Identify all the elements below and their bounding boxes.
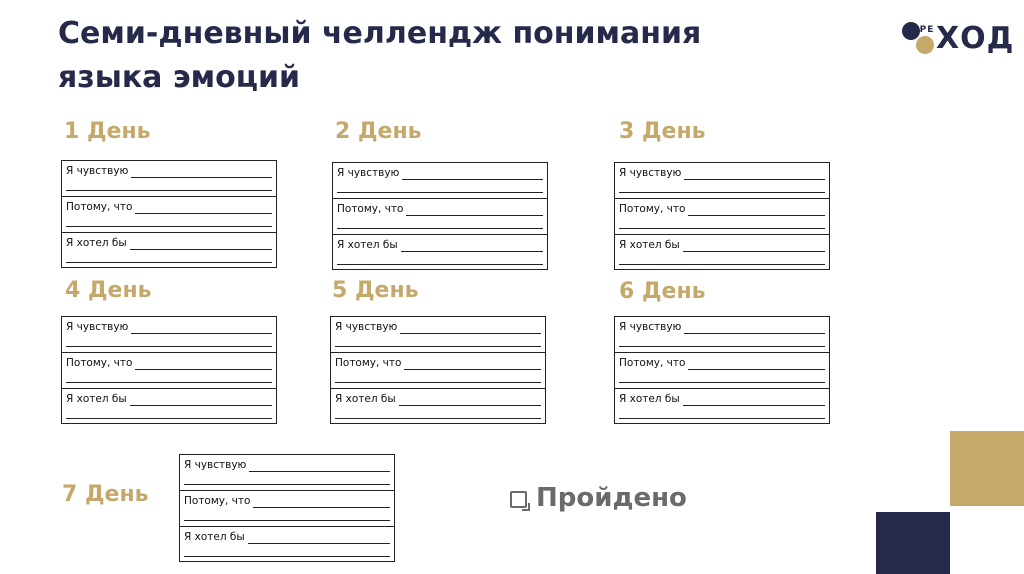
navy-decor-block (876, 512, 950, 574)
feel-label: Я чувствую (335, 321, 398, 333)
want-label: Я хотел бы (337, 239, 398, 251)
want-label: Я хотел бы (184, 531, 245, 543)
done-checkbox[interactable] (510, 483, 687, 513)
feel-row[interactable] (331, 317, 545, 353)
because-row[interactable] (180, 491, 394, 527)
want-label: Я хотел бы (335, 393, 396, 405)
day-6-table (614, 316, 830, 424)
want-row[interactable] (331, 389, 545, 425)
day-1-label: 1 День (64, 119, 151, 144)
day-5-table (330, 316, 546, 424)
want-label: Я хотел бы (619, 239, 680, 251)
because-label: Потому, что (335, 357, 402, 369)
checkbox-icon (510, 491, 527, 508)
because-row[interactable] (615, 199, 829, 235)
want-label: Я хотел бы (66, 237, 127, 249)
feel-row[interactable] (615, 163, 829, 199)
because-label: Потому, что (184, 495, 251, 507)
feel-row[interactable] (62, 317, 276, 353)
want-label: Я хотел бы (619, 393, 680, 405)
because-label: Потому, что (66, 357, 133, 369)
feel-row[interactable] (615, 317, 829, 353)
want-row[interactable] (180, 527, 394, 563)
day-6-label: 6 День (619, 279, 706, 304)
day-7-table (179, 454, 395, 562)
because-row[interactable] (62, 353, 276, 389)
day-5-label: 5 День (332, 278, 419, 303)
want-row[interactable] (333, 235, 547, 271)
feel-label: Я чувствую (66, 321, 129, 333)
because-row[interactable] (333, 199, 547, 235)
want-label: Я хотел бы (66, 393, 127, 405)
day-7-label: 7 День (62, 482, 149, 507)
day-2-label: 2 День (335, 119, 422, 144)
logo-small-text: ПЕРЕ (904, 25, 935, 35)
because-row[interactable] (62, 197, 276, 233)
because-label: Потому, что (619, 203, 686, 215)
want-row[interactable] (62, 389, 276, 425)
page-title: Семи-дневный челлендж понимания языка эмоций (58, 16, 702, 95)
feel-label: Я чувствую (337, 167, 400, 179)
day-2-table (332, 162, 548, 270)
gold-decor-block (950, 431, 1024, 506)
day-1-table (61, 160, 277, 268)
done-label: Пройдено (536, 483, 687, 513)
day-4-table (61, 316, 277, 424)
perekhod-logo (902, 21, 1015, 58)
logo-gold-dot (916, 36, 934, 54)
feel-label: Я чувствую (619, 321, 682, 333)
logo-big-text: ХОД (936, 21, 1015, 56)
because-row[interactable] (331, 353, 545, 389)
want-row[interactable] (615, 235, 829, 271)
because-label: Потому, что (337, 203, 404, 215)
feel-label: Я чувствую (184, 459, 247, 471)
because-label: Потому, что (66, 201, 133, 213)
feel-label: Я чувствую (66, 165, 129, 177)
because-row[interactable] (615, 353, 829, 389)
want-row[interactable] (615, 389, 829, 425)
day-3-table (614, 162, 830, 270)
feel-row[interactable] (333, 163, 547, 199)
feel-label: Я чувствую (619, 167, 682, 179)
day-4-label: 4 День (65, 278, 152, 303)
because-label: Потому, что (619, 357, 686, 369)
want-row[interactable] (62, 233, 276, 269)
feel-row[interactable] (62, 161, 276, 197)
day-3-label: 3 День (619, 119, 706, 144)
feel-row[interactable] (180, 455, 394, 491)
